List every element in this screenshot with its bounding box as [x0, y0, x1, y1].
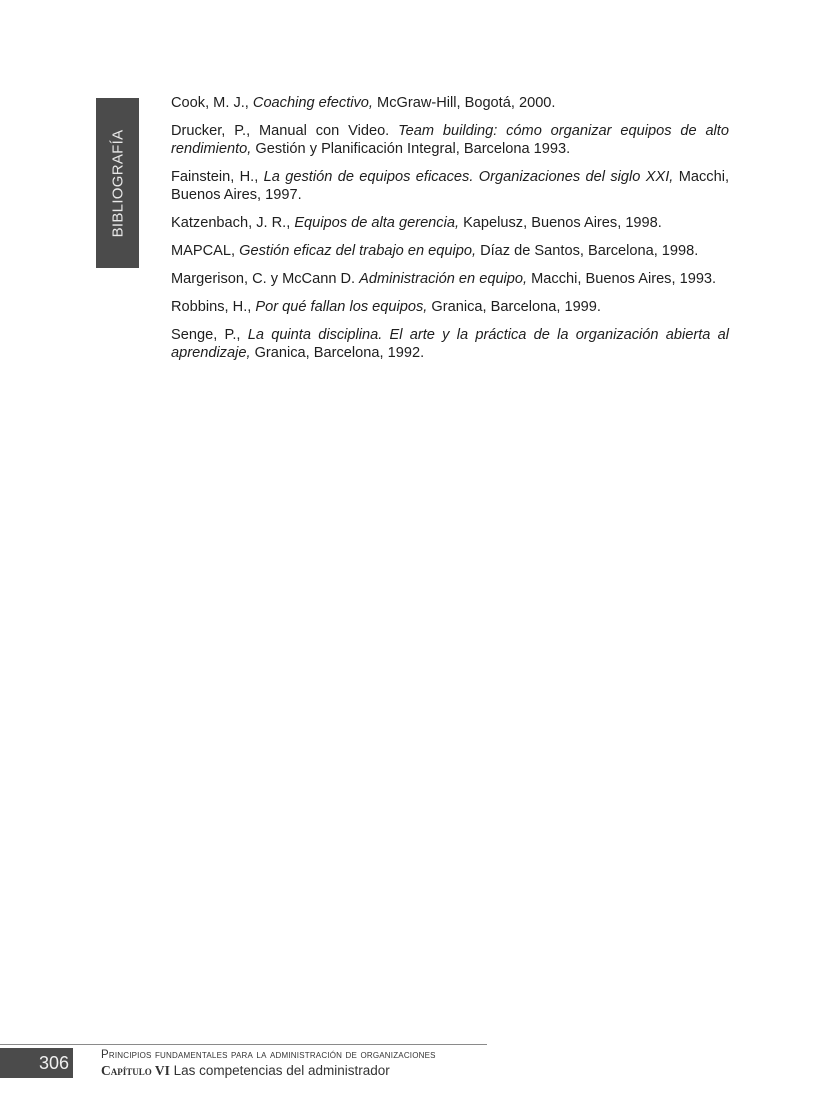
entry-author: Drucker, P., Manual con Video. [171, 123, 399, 139]
entry-title: Administración en equipo, [359, 271, 528, 287]
entry-title: Por qué fallan los equipos, [255, 299, 428, 315]
book-title: Principios fundamentales para la administración de organizaciones [101, 1049, 436, 1061]
entry-author: Margerison, C. y McCann D. [171, 271, 360, 287]
bibliography-entry [171, 214, 729, 232]
entry-title: Team building: cómo organizar equipos de alto rendimiento, [171, 123, 729, 157]
running-footer [101, 1048, 436, 1078]
entry-publisher: Macchi, Buenos Aires, 1997. [171, 169, 730, 203]
bibliography-entry [171, 94, 729, 112]
entry-title: Gestión eficaz del trabajo en equipo, [239, 243, 477, 259]
chapter-title: Las competencias del administrador [169, 1063, 390, 1078]
bibliography-entry [171, 326, 729, 362]
page-number: 306 [0, 1048, 73, 1078]
entry-publisher: Granica, Barcelona, 1992. [250, 345, 425, 361]
entry-publisher: Díaz de Santos, Barcelona, 1998. [476, 243, 699, 259]
chapter-label: Capítulo VI [101, 1063, 170, 1078]
entry-author: Fainstein, H., [171, 169, 264, 185]
entry-author: Katzenbach, J. R., [171, 215, 295, 231]
chapter-line [101, 1063, 436, 1078]
bibliography-entry [171, 242, 729, 260]
entry-title: Equipos de alta gerencia, [294, 215, 460, 231]
section-tab-bibliografia [96, 98, 139, 268]
section-tab-label: BIBLIOGRAFÍA [109, 129, 127, 237]
footer-divider [0, 1044, 487, 1045]
bibliography-entry [171, 270, 729, 288]
entry-publisher: Granica, Barcelona, 1999. [427, 299, 601, 315]
bibliography-entry [171, 298, 729, 316]
entry-publisher: Gestión y Planificación Integral, Barcelona 1993. [251, 141, 571, 157]
entry-author: Senge, P., [171, 327, 248, 343]
entry-publisher: Kapelusz, Buenos Aires, 1998. [459, 215, 662, 231]
bibliography-entry [171, 168, 729, 204]
entry-publisher: McGraw-Hill, Bogotá, 2000. [372, 95, 556, 111]
entry-author: Robbins, H., [171, 299, 256, 315]
entry-title: La quinta disciplina. El arte y la práctica de la organización abierta al aprendizaje, [171, 327, 729, 361]
bibliography-entry [171, 122, 729, 158]
entry-publisher: Macchi, Buenos Aires, 1993. [527, 271, 717, 287]
entry-title: La gestión de equipos eficaces. Organizaciones del siglo XXI, [263, 169, 674, 185]
entry-title: Coaching efectivo, [252, 95, 373, 111]
bibliography-list [171, 94, 729, 372]
entry-author: MAPCAL, [171, 243, 240, 259]
entry-author: Cook, M. J., [171, 95, 253, 111]
